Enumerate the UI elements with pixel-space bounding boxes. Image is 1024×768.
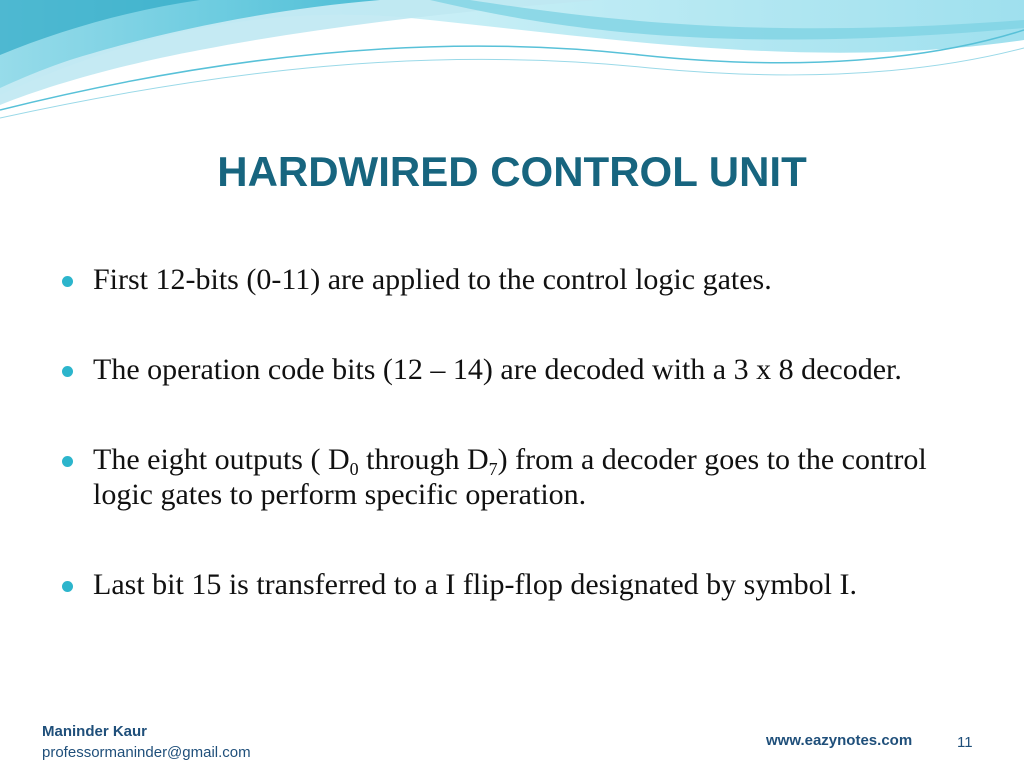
- bullet-text-suffix: ) from a decoder goes to the control logic gates to perform specific operation.: [93, 443, 927, 511]
- bullet-item: [62, 262, 962, 297]
- footer-website: www.eazynotes.com: [766, 732, 913, 749]
- bullet-item: [62, 567, 962, 602]
- subscript-start: 0: [349, 459, 359, 479]
- bullet-item: [62, 442, 962, 512]
- bullet-text: The operation code bits (12 – 14) are decoded with a 3 x 8 decoder.: [93, 353, 902, 386]
- slide-number: 11: [957, 734, 973, 751]
- bullet-text-prefix: The eight outputs ( D: [93, 443, 350, 476]
- bullet-list: [62, 262, 962, 657]
- bullet-text: Last bit 15 is transferred to a I flip-flop designated by symbol I.: [93, 568, 857, 601]
- bullet-item: [62, 352, 962, 387]
- footer-email: professormaninder@gmail.com: [42, 744, 251, 761]
- bullet-text-middle: through D: [358, 443, 489, 476]
- slide-title: HARDWIRED CONTROL UNIT: [217, 148, 807, 195]
- bullet-icon: [62, 581, 73, 592]
- bullet-icon: [62, 456, 73, 467]
- header-wave-decoration: [0, 0, 1024, 130]
- footer-author: Maninder Kaur: [42, 723, 148, 740]
- subscript-end: 7: [488, 459, 498, 479]
- bullet-icon: [62, 366, 73, 377]
- bullet-icon: [62, 276, 73, 287]
- bullet-text: First 12-bits (0-11) are applied to the control logic gates.: [93, 263, 772, 296]
